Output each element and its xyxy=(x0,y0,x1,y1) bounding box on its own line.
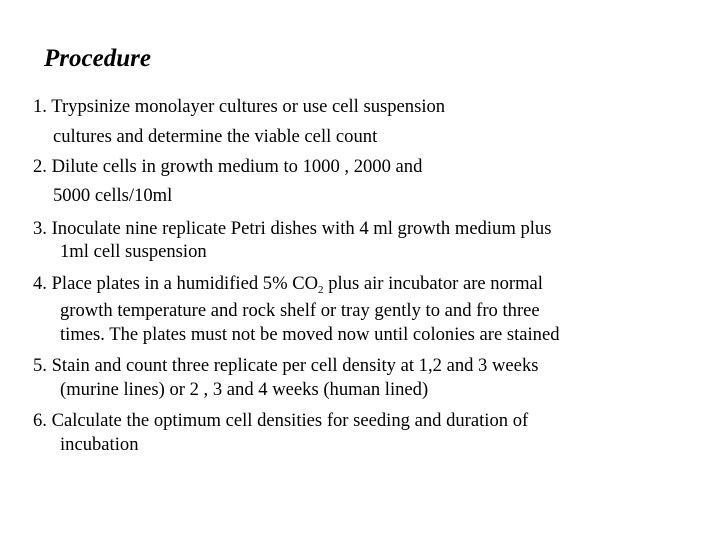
slide-title: Procedure xyxy=(44,45,151,72)
step-1-line-2: cultures and determine the viable cell count xyxy=(53,126,378,147)
step-4-line-2: growth temperature and rock shelf or tray gently to and fro three xyxy=(60,300,540,321)
step-3-line-1: 3. Inoculate nine replicate Petri dishes with 4 ml growth medium plus xyxy=(33,218,552,239)
step-1-line-1: 1. Trypsinize monolayer cultures or use cell suspension xyxy=(33,96,446,117)
step-2-line-2: 5000 cells/10ml xyxy=(53,185,173,206)
step-4-text-after: plus air incubator are normal xyxy=(323,273,543,294)
step-4-line-3: times. The plates must not be moved now until colonies are stained xyxy=(60,324,560,345)
step-2-line-1: 2. Dilute cells in growth medium to 1000 , 2000 and xyxy=(33,156,423,177)
step-5-line-1: 5. Stain and count three replicate per cell density at 1,2 and 3 weeks xyxy=(33,355,539,376)
step-4-line-1 xyxy=(33,273,543,295)
step-4-text-before: 4. Place plates in a humidified 5% CO xyxy=(33,273,319,294)
step-6-line-2: incubation xyxy=(60,434,139,455)
co2-subscript: 2 xyxy=(318,284,324,296)
step-5-line-2: (murine lines) or 2 , 3 and 4 weeks (human lined) xyxy=(60,379,429,400)
step-3-line-2: 1ml cell suspension xyxy=(60,241,207,262)
step-6-line-1: 6. Calculate the optimum cell densities for seeding and duration of xyxy=(33,410,529,431)
